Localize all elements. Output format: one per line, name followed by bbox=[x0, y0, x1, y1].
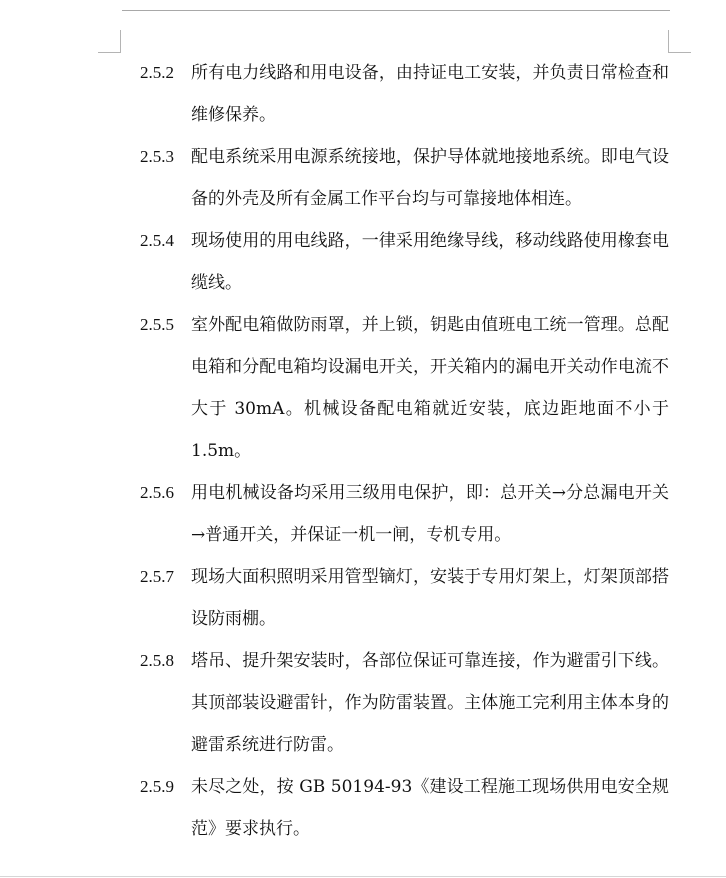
clause-2-5-5 bbox=[0, 304, 726, 472]
clause-number: 2.5.3 bbox=[140, 147, 174, 166]
clause-number: 2.5.2 bbox=[140, 63, 174, 82]
clause-number: 2.5.5 bbox=[140, 315, 174, 334]
clause-2-5-4 bbox=[0, 220, 726, 304]
clause-text: 塔吊、提升架安装时，各部位保证可靠连接，作为避雷引下线。其顶部装设避雷针，作为防雷装置。主体施工完利用主体本身的避雷系统进行防雷。 bbox=[191, 651, 669, 755]
clause-text: 现场使用的用电线路，一律采用绝缘导线，移动线路使用橡套电缆线。 bbox=[191, 231, 669, 293]
clause-number: 2.5.9 bbox=[140, 777, 174, 796]
clause-2-5-9 bbox=[0, 766, 726, 850]
header-margin-rule bbox=[122, 10, 670, 11]
clause-number: 2.5.6 bbox=[140, 483, 174, 502]
page-bottom-edge bbox=[0, 876, 726, 877]
clause-text: 室外配电箱做防雨罩，并上锁，钥匙由值班电工统一管理。总配电箱和分配电箱均设漏电开关，开关箱内的漏电开关动作电流不大于 30mA。机械设备配电箱就近安装，底边距地面不小于 1.5m。 bbox=[191, 315, 669, 461]
left-crop-mark bbox=[98, 30, 121, 53]
document-body bbox=[0, 52, 726, 850]
right-crop-mark bbox=[668, 30, 691, 53]
clause-2-5-7 bbox=[0, 556, 726, 640]
clause-2-5-3 bbox=[0, 136, 726, 220]
clause-text: 现场大面积照明采用管型镝灯，安装于专用灯架上，灯架顶部搭设防雨棚。 bbox=[191, 567, 669, 629]
clause-text: 未尽之处，按 GB 50194-93《建设工程施工现场供用电安全规范》要求执行。 bbox=[191, 777, 669, 839]
clause-text: 所有电力线路和用电设备，由持证电工安装，并负责日常检查和维修保养。 bbox=[191, 63, 669, 125]
clause-number: 2.5.4 bbox=[140, 231, 174, 250]
clause-2-5-2 bbox=[0, 52, 726, 136]
clause-number: 2.5.7 bbox=[140, 567, 174, 586]
clause-number: 2.5.8 bbox=[140, 651, 174, 670]
clause-text: 用电机械设备均采用三级用电保护，即：总开关→分总漏电开关→普通开关，并保证一机一闸，专机专用。 bbox=[191, 483, 669, 545]
clause-2-5-6 bbox=[0, 472, 726, 556]
clause-text: 配电系统采用电源系统接地，保护导体就地接地系统。即电气设备的外壳及所有金属工作平台均与可靠接地体相连。 bbox=[191, 147, 669, 209]
clause-2-5-8 bbox=[0, 640, 726, 766]
